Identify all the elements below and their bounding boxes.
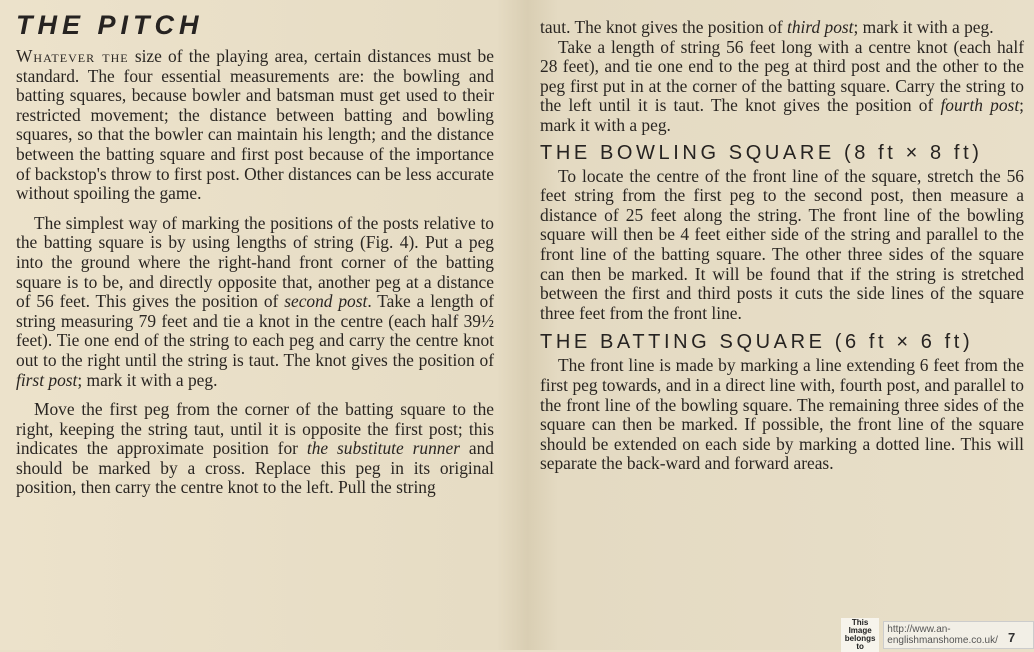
bowling-square-paragraph: To locate the centre of the front line of the square, stretch the 56 feet string from the first peg to the second post, then measure a distance of 25 feet along the string. The front line of the bowling square will then be 4 feet either side of the string and parallel to the front line of the batting square. The other three sides of the square can then be marked. It will be found that if the string is stretched between the first and third posts it cuts the side lines of the square three feet from the front line. bbox=[540, 165, 1024, 323]
watermark-label-line-2: belongs to bbox=[844, 634, 876, 651]
cont-emphasis-third-post: third post bbox=[786, 17, 854, 37]
watermark-url: http://www.an-englishmanshome.co.uk/ bbox=[883, 621, 1034, 649]
continued-paragraph bbox=[540, 18, 1024, 38]
left-column bbox=[16, 0, 494, 498]
fourth-post-paragraph bbox=[540, 38, 1024, 136]
batting-square-paragraph: The front line is made by marking a line extending 6 feet from the first peg towards, and in a direct line with, fourth post, and parallel to the front line of the bowling square. The remaining three sides of the square can then be marked. If possible, the front line of the square should be extended on each side by marking a dotted line. This will separate the back-ward and forward areas. bbox=[540, 355, 1024, 474]
cont-text-a: taut. The knot gives the position of bbox=[540, 17, 787, 37]
bowling-square-heading: THE BOWLING SQUARE (8 ft × 8 ft) bbox=[540, 141, 983, 164]
pitch-paragraph-2 bbox=[16, 214, 494, 390]
p3-text-a: Move the first peg from the corner of the batting square to the right, keeping the string taut, until it is opposite the first post; this indicates the approximate position for bbox=[16, 399, 494, 459]
watermark-label bbox=[841, 618, 879, 652]
right-column bbox=[540, 0, 1024, 474]
pitch-paragraph-1 bbox=[16, 47, 494, 204]
page-number: 7 bbox=[1008, 630, 1016, 645]
page-title: THE PITCH bbox=[16, 10, 204, 40]
p3-emphasis-substitute-runner: the substitute runner bbox=[306, 438, 460, 459]
batting-square-heading: THE BATTING SQUARE (6 ft × 6 ft) bbox=[540, 331, 974, 354]
pitch-paragraph-3 bbox=[16, 400, 494, 498]
pitch-paragraph-1-text: size of the playing area, certain distances must be standard. The four essential measurements are: the bowling and batting squares, because bowler and batsman must get used to their restricted movement; the distance between batting and bowling squares, so that the bowler can maintain his length; and the distance between the batting square and first post because of the importance of backstop's throw to first post. Other distances can be less accurate without spoiling the game. bbox=[16, 46, 494, 204]
lead-in-smallcaps: Whatever the bbox=[16, 46, 129, 66]
p2-text-c: ; mark it with a peg. bbox=[77, 369, 218, 390]
p2-emphasis-second-post: second post bbox=[284, 291, 368, 312]
fourth-text-b: ; mark it with a peg. bbox=[540, 95, 1024, 135]
fourth-emphasis-fourth-post: fourth post bbox=[940, 95, 1020, 116]
watermark bbox=[841, 618, 1034, 652]
cont-text-b: ; mark it with a peg. bbox=[853, 17, 994, 37]
p2-emphasis-first-post: first post bbox=[16, 369, 78, 390]
p2-text-b: . Take a length of string measuring 79 feet and tie a knot in the centre (each half 39½ feet). Tie one end of the string to each peg and carry the centre knot out to the right until the string is taut. The knot gives the position of bbox=[16, 291, 495, 370]
fourth-text-a: Take a length of string 56 feet long with a centre knot (each half 28 feet), and tie one end to the peg at third post and the other to the peg first put in at the corner of the batting square. Carry the string to the left until it is taut. The knot gives the position of bbox=[540, 36, 1024, 116]
p3-text-b: and should be marked by a cross. Replace this peg in its original position, then carry the centre knot to the left. Pull the string bbox=[16, 438, 494, 498]
watermark-label-line-1: This Image bbox=[848, 618, 872, 635]
p2-text-a: The simplest way of marking the positions of the posts relative to the batting square is by using lengths of string (Fig. 4). Put a peg into the ground where the right-hand front corner of the batting square is to be, and directly opposite that, another peg at a distance of 56 feet. This gives the position of bbox=[16, 212, 494, 312]
